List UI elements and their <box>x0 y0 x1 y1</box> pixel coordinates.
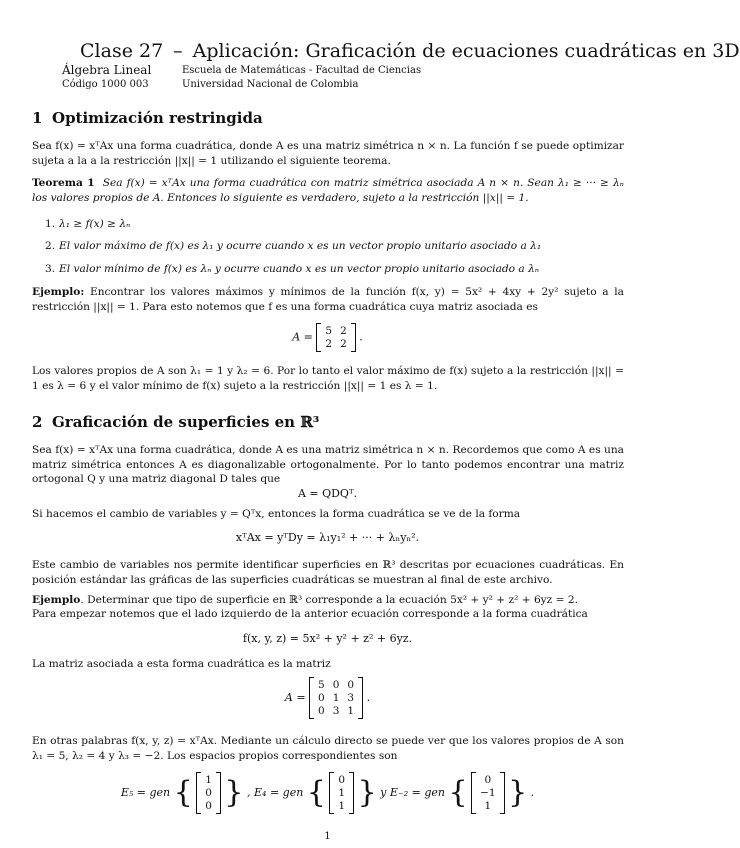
s2-paragraph-2: Si hacemos el cambio de variables y = Qᵀx, entonces la forma cuadrática se ve de la forma <box>32 508 521 520</box>
e4-vector <box>329 772 354 814</box>
matrix-cell: 1 <box>332 692 340 704</box>
right-brace: } <box>508 775 528 810</box>
theorem-block <box>32 176 624 205</box>
title-class-number: Clase 27 <box>80 40 164 62</box>
matrix-period: . <box>359 330 363 344</box>
matrix-2x2 <box>316 323 355 352</box>
title-dash: – <box>173 40 183 62</box>
s1-paragraph-1: Sea f(x) = xᵀAx una forma cuadrática, donde A es una matriz simétrica n × n. La función f se puede optimizar sujeta a la a la restricción ||x|| = 1 utilizando el siguiente teorema. <box>32 140 624 167</box>
right-bracket <box>358 677 363 719</box>
em2-vector <box>471 772 504 814</box>
s1-paragraph-after: Los valores propios de A son λ₁ = 1 y λ₂ = 6. Por lo tanto el valor máximo de f(x) sujeto a la restricción ||x|| = 1 es λ = 6 y el valor mínimo de f(x) sujeto a la restricción ||x|| = 1 es λ = 1. <box>32 365 624 392</box>
matrix-period: . <box>366 691 371 704</box>
matrix-3x3 <box>309 677 363 719</box>
em2-lhs: y E₋₂ = gen <box>380 786 445 799</box>
s1-example <box>32 285 624 314</box>
s2-equation-1: A = QDQᵀ. <box>297 487 358 500</box>
e5-lhs: E₅ = gen <box>120 786 171 799</box>
vector-cell: 1 <box>484 800 492 812</box>
matrix-cell: 2 <box>340 325 347 337</box>
e5-vector <box>196 772 221 814</box>
right-brace: } <box>224 775 244 810</box>
matrix-cell: 2 <box>325 338 333 350</box>
s2-matrix-equation <box>0 677 655 719</box>
right-bracket <box>351 323 356 352</box>
left-brace: { <box>306 775 326 810</box>
theorem-item <box>45 218 130 230</box>
vector-cell: 1 <box>338 800 346 812</box>
theorem-text: Sea f(x) = xᵀAx una forma cuadrática con matriz simétrica asociada A n × n. Sean λ₁ ≥ ··· ≥ λₙ los valores propios de A. Entonces lo siguiente es verdadero, sujeto a la restricción ||x|| = 1. <box>32 177 624 204</box>
equation-period: . <box>530 786 535 799</box>
item-text: λ₁ ≥ f(x) ≥ λₙ <box>59 218 131 230</box>
matrix-cell: 3 <box>347 692 355 704</box>
s2-paragraph-5: En otras palabras f(x, y, z) = xᵀAx. Mediante un cálculo directo se puede ver que los valores propios de A son λ₁ = 5, λ₂ = 4 y λ₃ = −2. Los espacios propios correspondientes son <box>32 735 624 762</box>
school-name: Escuela de Matemáticas - Facultad de Ciencias <box>182 65 422 76</box>
section-title: Optimización restringida <box>52 109 263 127</box>
item-number: 3. <box>45 263 56 275</box>
title-topic: Aplicación: Graficación de ecuaciones cuadráticas en 3D <box>192 40 740 62</box>
item-number: 1. <box>45 218 56 230</box>
s2-equation-2: xᵀAx = yᵀDy = λ₁y₁² + ··· + λₙyₙ². <box>235 531 420 544</box>
matrix-cell: 5 <box>318 679 325 691</box>
vector-cell: 0 <box>338 774 346 786</box>
item-number: 2. <box>45 240 56 252</box>
matrix-cell: 0 <box>347 679 355 691</box>
section-number: 1 <box>32 109 43 127</box>
right-brace: } <box>357 775 377 810</box>
course-code: Código 1000 003 <box>62 79 149 90</box>
example-label: Ejemplo <box>32 594 81 606</box>
e4-lhs: , E₄ = gen <box>247 786 304 799</box>
matrix-cell: 0 <box>318 692 325 704</box>
vector-cell: 0 <box>484 774 492 786</box>
vector-cell: 0 <box>205 800 212 812</box>
s2-paragraph-4: La matriz asociada a esta forma cuadrática es la matriz <box>32 658 331 670</box>
vector-cell: −1 <box>480 787 496 799</box>
course-name: Álgebra Lineal <box>62 63 152 77</box>
example-text: Encontrar los valores máximos y mínimos de la función f(x, y) = 5x² + 4xy + 2y² sujeto a la restricción ||x|| = 1. Para esto notemos que f es una forma cuadrática cuya matriz asociada es <box>32 286 624 313</box>
section-2-heading <box>32 413 319 431</box>
vector-cell: 0 <box>205 787 212 799</box>
s2-paragraph-3: Este cambio de variables nos permite identificar superficies en ℝ³ descritas por ecuaciones cuadráticas. En posición estándar las gráficas de las superficies cuadráticas se muestran al final de este archivo. <box>32 559 624 586</box>
eigenspaces-equation <box>0 772 655 814</box>
s2-paragraph-1: Sea f(x) = xᵀAx una forma cuadrática, donde A es una matriz simétrica n × n. Recordemos que como A es una matriz simétrica entonces A es diagonalizable ortogonalmente. Por lo tanto podemos encontrar una matriz ortogonal Q y una matriz diagonal D tales que <box>32 444 624 485</box>
vector-cell: 1 <box>338 787 346 799</box>
s1-matrix-equation <box>0 323 655 352</box>
matrix-cell: 1 <box>347 705 355 717</box>
s2-equation-3: f(x, y, z) = 5x² + y² + z² + 6yz. <box>242 632 413 645</box>
matrix-cell: 2 <box>340 338 347 350</box>
vector-cell: 1 <box>205 774 212 786</box>
example-label: Ejemplo: <box>32 286 85 298</box>
matrix-cell: 0 <box>318 705 325 717</box>
matrix-cell: 0 <box>332 679 340 691</box>
item-text: El valor máximo de f(x) es λ₁ y ocurre cuando x es un vector propio unitario asociado a λ₁ <box>59 240 542 252</box>
section-number: 2 <box>32 413 43 431</box>
section-1-heading <box>32 109 263 127</box>
university-name: Universidad Nacional de Colombia <box>182 79 359 90</box>
matrix-lhs: A = <box>284 691 306 704</box>
example-text: . Determinar que tipo de superficie en ℝ³ corresponde a la ecuación 5x² + y² + z² + 6yz = 2. <box>80 594 578 606</box>
left-brace: { <box>173 775 193 810</box>
s2-example <box>32 593 624 608</box>
matrix-lhs: A = <box>292 330 313 344</box>
theorem-item <box>45 263 539 275</box>
matrix-cell: 5 <box>325 325 333 337</box>
item-text: El valor mínimo de f(x) es λₙ y ocurre cuando x es un vector propio unitario asociado a λₙ <box>59 263 540 275</box>
theorem-item <box>45 240 541 252</box>
matrix-cell: 3 <box>332 705 340 717</box>
theorem-label: Teorema 1 <box>32 177 95 189</box>
right-bracket <box>216 772 221 814</box>
left-brace: { <box>448 775 468 810</box>
section-title: Graficación de superficies en ℝ³ <box>52 413 320 431</box>
page-title <box>80 40 740 62</box>
s2-example-continued: Para empezar notemos que el lado izquierdo de la anterior ecuación corresponde a la forma cuadrática <box>32 608 588 620</box>
right-bracket <box>349 772 354 814</box>
page-number: 1 <box>324 831 331 842</box>
right-bracket <box>500 772 505 814</box>
